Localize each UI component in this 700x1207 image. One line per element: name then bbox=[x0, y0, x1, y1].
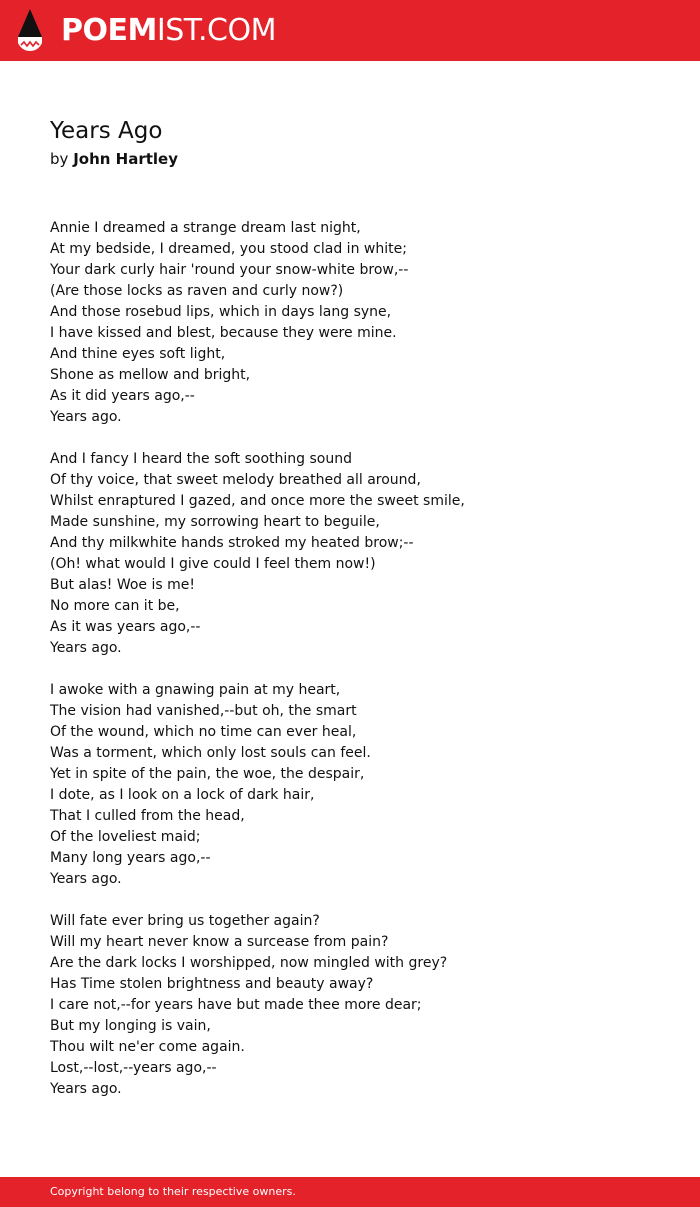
poem-line: Many long years ago,-- bbox=[50, 850, 211, 866]
poem-line: Of thy voice, that sweet melody breathed all around, bbox=[50, 472, 421, 488]
poem-line: Years ago. bbox=[50, 640, 122, 656]
poem-line: The vision had vanished,--but oh, the smart bbox=[50, 703, 357, 719]
poem-line: Made sunshine, my sorrowing heart to beguile, bbox=[50, 514, 380, 530]
poem-line: Years ago. bbox=[50, 409, 122, 425]
poem-line: At my bedside, I dreamed, you stood clad in white; bbox=[50, 241, 407, 257]
poem-byline bbox=[50, 148, 178, 170]
logo-text-bold: POEM bbox=[61, 13, 157, 48]
poem-line: Years ago. bbox=[50, 1081, 122, 1097]
poem-line: Your dark curly hair 'round your snow-white brow,-- bbox=[50, 262, 409, 278]
poem-line: Will my heart never know a surcease from pain? bbox=[50, 934, 389, 950]
site-logo[interactable] bbox=[61, 11, 276, 51]
poem-line: Shone as mellow and bright, bbox=[50, 367, 251, 383]
poem-line: No more can it be, bbox=[50, 598, 180, 614]
poem-line: I awoke with a gnawing pain at my heart, bbox=[50, 682, 341, 698]
poem-line: And I fancy I heard the soft soothing sound bbox=[50, 451, 352, 467]
poem-line: (Are those locks as raven and curly now?) bbox=[50, 283, 344, 299]
pencil-logo-icon[interactable] bbox=[18, 9, 42, 51]
poem-line: And thy milkwhite hands stroked my heated brow;-- bbox=[50, 535, 414, 551]
poem-title: Years Ago bbox=[50, 118, 163, 144]
poem-line: Will fate ever bring us together again? bbox=[50, 913, 320, 929]
poem-line: And thine eyes soft light, bbox=[50, 346, 226, 362]
poem-line: I care not,--for years have but made thee more dear; bbox=[50, 997, 422, 1013]
poem-stanza bbox=[50, 911, 670, 1100]
poem-line: Of the loveliest maid; bbox=[50, 829, 201, 845]
poem-line: (Oh! what would I give could I feel them now!) bbox=[50, 556, 376, 572]
poem-line: That I culled from the head, bbox=[50, 808, 245, 824]
poem-stanza bbox=[50, 218, 670, 428]
poem-line: I dote, as I look on a lock of dark hair, bbox=[50, 787, 315, 803]
poem-line: But alas! Woe is me! bbox=[50, 577, 195, 593]
poem-line: Has Time stolen brightness and beauty away? bbox=[50, 976, 374, 992]
logo-text-light: IST.COM bbox=[156, 13, 276, 48]
poem-line: Are the dark locks I worshipped, now mingled with grey? bbox=[50, 955, 448, 971]
poem-line: But my longing is vain, bbox=[50, 1018, 211, 1034]
poem-line: Whilst enraptured I gazed, and once more the sweet smile, bbox=[50, 493, 465, 509]
author-link[interactable]: John Hartley bbox=[73, 150, 178, 168]
site-footer bbox=[0, 1177, 700, 1207]
copyright-notice: Copyright belong to their respective owners. bbox=[50, 1185, 296, 1198]
poem-line: Lost,--lost,--years ago,-- bbox=[50, 1060, 217, 1076]
poem-line: Yet in spite of the pain, the woe, the despair, bbox=[50, 766, 365, 782]
poem-line: Years ago. bbox=[50, 871, 122, 887]
poem-line: And those rosebud lips, which in days lang syne, bbox=[50, 304, 392, 320]
poem-line: Was a torment, which only lost souls can feel. bbox=[50, 745, 371, 761]
poem-line: As it was years ago,-- bbox=[50, 619, 201, 635]
poem-line: Annie I dreamed a strange dream last night, bbox=[50, 220, 361, 236]
poem-line: Thou wilt ne'er come again. bbox=[50, 1039, 245, 1055]
byline-prefix: by bbox=[50, 150, 69, 168]
poem-line: I have kissed and blest, because they were mine. bbox=[50, 325, 397, 341]
poem-body bbox=[50, 218, 670, 1121]
poem-stanza bbox=[50, 680, 670, 890]
poem-line: Of the wound, which no time can ever heal, bbox=[50, 724, 357, 740]
site-header bbox=[0, 0, 700, 61]
poem-stanza bbox=[50, 449, 670, 659]
poem-line: As it did years ago,-- bbox=[50, 388, 195, 404]
